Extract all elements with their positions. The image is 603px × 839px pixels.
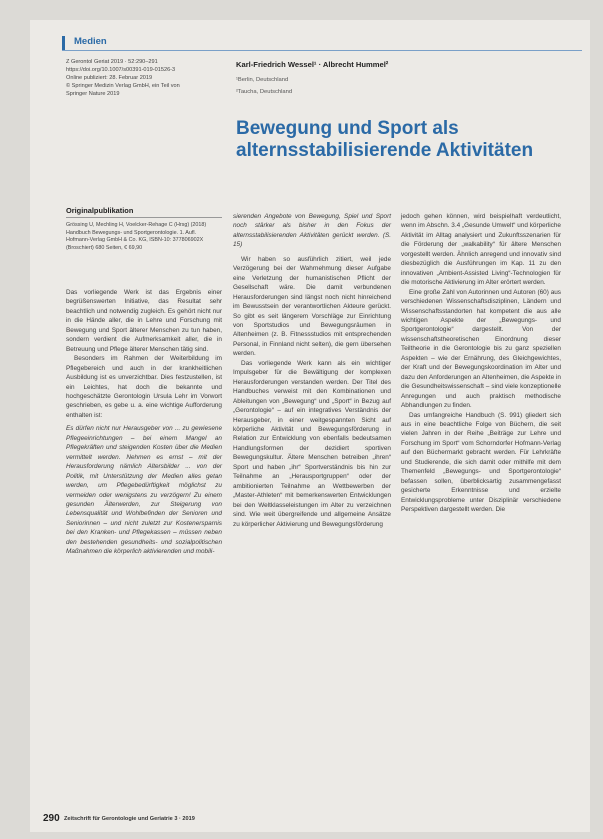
section-divider — [62, 50, 582, 51]
affiliations — [236, 74, 292, 98]
column-2 — [233, 212, 391, 529]
paragraph: Das vorliegende Werk ist das Ergebnis einer begrüßenswerten Initiative, das Resultat sehr beachtlich und notwendig zugleich. Es gehört nicht nur in die Hände aller, die in Lehre und Forschung mit Bewegung und Sport älterer Menschen zu tun haben, sondern verdient die Aufmerksamkeit aller, die in Betreuung und Pflege älterer Menschen tätig sind. — [66, 289, 222, 353]
meta-line: Springer Nature 2019 — [66, 91, 120, 97]
meta-line: © Springer Medizin Verlag GmbH, ein Teil von — [66, 83, 180, 89]
paragraph: Wir haben so ausführlich zitiert, weil jede Verzögerung bei der Wahrnehmung dieser Aufgabe eine Verletzung der humanistischen Pflicht der Gesellschaft wäre. Die damit verbundenen Herausforderungen sind längst noch nicht hinreichend im Bewusstsein der verantwortlichen Akteure gerückt. So gibt es seit längerem Vorschläge zur Einrichtung von Sportstudios und Bewegungsräumen in Altenheimen (z. B. Fitnessstudios mit entsprechenden Personal, in Finnland nicht selten), die gern übersehen werden. — [233, 255, 391, 358]
section-label: Medien — [74, 36, 107, 47]
meta-line: Z Gerontol Geriat 2019 · 52:290–291 — [66, 59, 158, 65]
original-publication-heading: Originalpublikation — [66, 206, 134, 215]
paragraph: Das umfangreiche Handbuch (S. 991) gliedert sich aus in eine beachtliche Folge von Büchern, die seit vielen Jahren in der Reihe „Beiträge zur Lehre und Forschung im Sport“ vom Schorndorfer Hofmann-Verlag auf den Büchermarkt gebracht werden. Für Lehrkräfte und Studierende, die sich damit oder mithilfe mit dem Themenfeld „Bewegungs- und Sportgerontologie“ befassen sollen, überblicksartig zusammengefasst gesicherte Erkenntnisse und erzielte Entwicklungsprobleme unter Disziplinär verschiedene Perspektiven dargestellt werden. Die — [401, 411, 561, 514]
paragraph: jedoch gehen können, wird beispielhaft verdeutlicht, wenn im Abschn. 3.4 „Gesunde Umwelt“ und körperliche Aktivität im Alltag analysiert und Zukunftsszenarien für die Förderung der „walkability“ für ältere Menschen vorgestellt werden. Ähnlich anregend und innovativ sind diesbezüglich die Ausführungen im Kap. 11 zu den innovativen „Ambient-Assisted Living“-Technologien für die motorische Aktivierung im Alter erörtert werden. — [401, 213, 561, 287]
page-number: 290 — [43, 813, 60, 824]
paragraph: Das vorliegende Werk kann als ein wichtiger Impulsgeber für die Bewältigung der komplexen Herausforderungen verstanden werden. Der Titel des Handbuches verweist mit den Kombinationen und Ableitungen von „Bewegung“ und „Sport“ in Bezug auf „Gerontologie“ – auf ein integratives Verständnis der Herausgeber, in einer weitgespannten Sicht auf körperliche Aktivität und Bewegungsförderung in Relation zur Entwicklung von ebenfalls bedeutsamen Handlungsformen der dezidiert sportiven Bewegungskultur. Ältere Menschen betreiben „ihren“ Sport und haben „ihr“ Sportverständnis bis hin zur Teilnahme an „Herausportgruppen“ oder der ambitionierten Teilnahme an Wettbewerben der „Master-Athleten“ mit bemerkenswerten Entwicklungen bei den Weltklasseleistungen im Alter zu verzeichnen sind. Wie weit übergreifende und allgemeine Ansätze zu körperlicher Aktivierung und Bewegungsförderung — [233, 359, 391, 528]
article-title — [236, 118, 576, 162]
publication-meta — [66, 58, 226, 98]
meta-line: Online publiziert: 28. Februar 2019 — [66, 75, 153, 81]
affiliation: ¹Berlin, Deutschland — [236, 77, 289, 83]
meta-line: https://doi.org/10.1007/s00391-019-01526-3 — [66, 67, 176, 73]
block-quote: Es dürfen nicht nur Herausgeber von ... zu gewiesene Pflegeeinrichtungen – bei einem Mangel an Pflegekräften und steigenden Kosten über die Medien vermittelt werden. Nehmen es ernst – mit der Herausforderung nämlich Altersbilder ... von der Politik, mit Unterstützung der Medien alles getan werden, um Pflegebedürftigkeit möglichst zu vermeiden oder wenigstens zu verzögern! Zu einem gesunden Älterwerden, zur Steigerung von Lebensqualität und Wohlbefinden der Senioren und Seniorinnen – und nicht zuletzt zur Kostenersparnis bei den Kranken- und Pflegekassen – müssen neben den bestehenden gesundheits- und sozialpolitischen Maßnahmen die körperlich aktivierenden und mobili- — [66, 425, 222, 556]
section-marker — [62, 36, 65, 50]
title-line: alternsstabilisierende Aktivitäten — [236, 140, 534, 161]
paragraph: Eine große Zahl von Autorinnen und Autoren (60) aus verschiedenen Wissenschaftsdisziplinen, Ländern und Wissenschaftsstandorten hat kompetent die aus alle wichtigen Aspekte der „Bewegungs- und Sportgerontologie“ dargestellt. Von der wissenschaftstheoretischen Einordnung dieser Teiltheorie in die Gerontologie bis zu ganz speziellen Aspekten – wie der Ernährung, des Gleichgewichtes, der Kraft und der Bewegungskoordination im Alter und dazu den Anforderungen an Altenheimen, die Aspekte in die Gesundheitswissenschaft – sind viele konzeptionelle Anregungen und auch praktisch methodische Abhandlungen zu finden. — [401, 288, 561, 410]
affiliation: ²Taucha, Deutschland — [236, 89, 293, 95]
journal-name: Zeitschrift für Gerontologie und Geriatrie 3 · 2019 — [64, 816, 195, 822]
column-1 — [66, 288, 222, 557]
block-quote: sierenden Angebote von Bewegung, Spiel und Sport noch stärker als bisher in den Fokus der alternsstabilisierenden Aktivitäten gerückt werden. (S. 15) — [233, 213, 391, 249]
authors: Karl-Friedrich Wessel¹ · Albrecht Hummel² — [236, 60, 389, 69]
original-publication-reference: Grössing U, Mechling H, Voelcker-Rehage C (Hrsg) (2018) Handbuch Bewegungs- und Sportgerontologie. 1. Aufl. Hofmann-Verlag GmbH & Co. KG, ISBN-10: 377806902X (Broschiert) 680 Seiten, € 69,90 — [66, 222, 207, 251]
column-3 — [401, 212, 561, 515]
paragraph: Besonders im Rahmen der Weiterbildung im Pflegebereich und auch in der krankheitlichen Ausbildung ist es unverzichtbar. Dies festzustellen, ist ein Leichtes, hat doch die bekannte und hochgeschätzte Gerontologin Ursula Lehr im Vorwort geschrieben, es gebe u. a. eine wichtige Aufforderung enthalten ist: — [66, 355, 222, 419]
original-publication-divider — [66, 217, 222, 218]
title-line: Bewegung und Sport als — [236, 118, 459, 139]
